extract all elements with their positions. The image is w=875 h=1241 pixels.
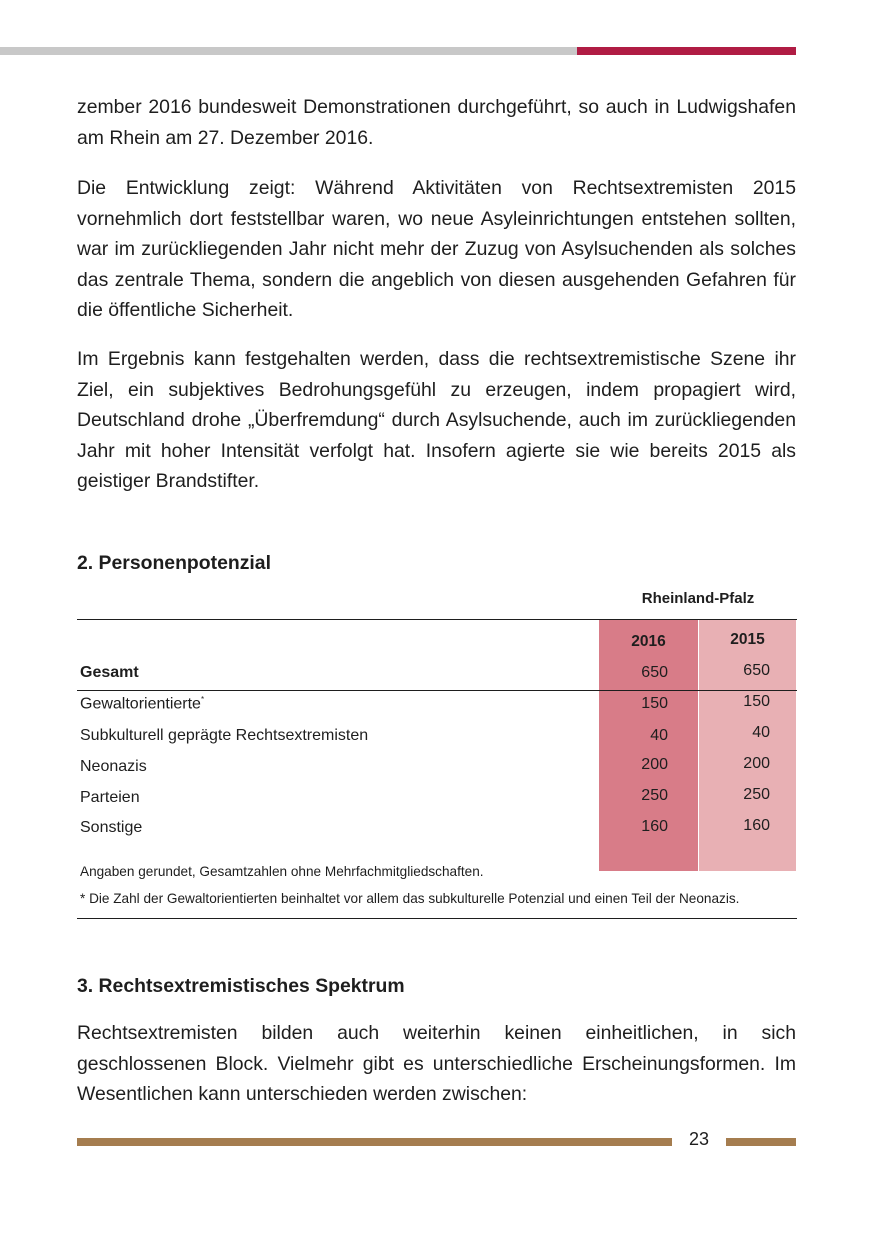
table-cell-2015: 40	[752, 724, 770, 741]
footnote-marker: *	[200, 695, 205, 704]
top-rule-grey	[0, 47, 577, 55]
table-cell-2016: 150	[641, 695, 668, 712]
table-row-label: Neonazis	[80, 758, 147, 775]
table-cell-2015: 160	[743, 817, 770, 834]
table-bottom-rule	[77, 918, 797, 919]
table-footnote: * Die Zahl der Gewaltorientierten beinhaltet vor allem das subkulturelle Potenzial und einen Teil der Neonazis.	[80, 891, 740, 906]
table-row-label: Gesamt	[80, 664, 139, 681]
table-cell-2016: 650	[641, 664, 668, 681]
paragraph-1: zember 2016 bundesweit Demonstrationen durchgeführt, so auch in Ludwigshafen am Rhein am 27. Dezember 2016.	[77, 96, 796, 149]
table-note-rounding: Angaben gerundet, Gesamtzahlen ohne Mehrfachmitgliedschaften.	[80, 864, 484, 879]
table-total-rule	[77, 690, 797, 691]
section-heading-spektrum: 3. Rechtsextremistisches Spektrum	[77, 975, 405, 997]
table-cell-2016: 160	[641, 818, 668, 835]
table-cell-2016: 40	[650, 727, 668, 744]
section-heading-personenpotenzial: 2. Personenpotenzial	[77, 552, 271, 574]
column-header-2016: 2016	[631, 633, 666, 650]
table-cell-2015: 250	[743, 786, 770, 803]
table-region-header: Rheinland-Pfalz	[641, 590, 755, 607]
top-rule-accent	[577, 47, 796, 55]
table-cell-2015: 650	[743, 662, 770, 679]
column-header-2015: 2015	[730, 631, 765, 648]
footer-rule-right	[726, 1138, 796, 1146]
table-row-label: Subkulturell geprägte Rechtsextremisten	[80, 727, 369, 744]
table-cell-2015: 200	[743, 755, 770, 772]
paragraph-3: Im Ergebnis kann festgehalten werden, dass die rechtsextremistische Szene ihr Ziel, ein subjektives Bedrohungsgefühl zu erzeugen, indem propagiert wird, Deutschland drohe „Überfremdung“ durch Asylsuchende, auch im zurückliegenden Jahr mit hoher Intensität verfolgt hat. Insofern agierte sie wie bereits 2015 als geistiger Brandstifter.	[77, 348, 796, 492]
page-number: 23	[688, 1129, 710, 1149]
table-row-label: Sonstige	[80, 819, 143, 836]
table-cell-2016: 250	[641, 787, 668, 804]
footer-rule-left	[77, 1138, 672, 1146]
paragraph-2: Die Entwicklung zeigt: Während Aktivitäten von Rechtsextremisten 2015 vornehmlich dort feststellbar waren, wo neue Asyleinrichtungen entstehen sollten, war im zurückliegenden Jahr nicht mehr der Zuzug von Asylsuchenden als solches das zentrale Thema, sondern die angeblich von diesen ausgehenden Gefahren für die öffentliche Sicherheit.	[77, 177, 796, 321]
table-row-label: Parteien	[80, 789, 140, 806]
table-cell-2015: 150	[743, 693, 770, 710]
paragraph-4: Rechtsextremisten bilden auch weiterhin keinen einheitlichen, in sich geschlossenen Block. Vielmehr gibt es unterschiedliche Erscheinungsformen. Im Wesentlichen kann unterschieden werden zwischen:	[77, 1022, 796, 1105]
table-top-rule	[77, 619, 797, 620]
table-row-label: Gewaltorientierte*	[80, 695, 205, 713]
table-cell-2016: 200	[641, 756, 668, 773]
